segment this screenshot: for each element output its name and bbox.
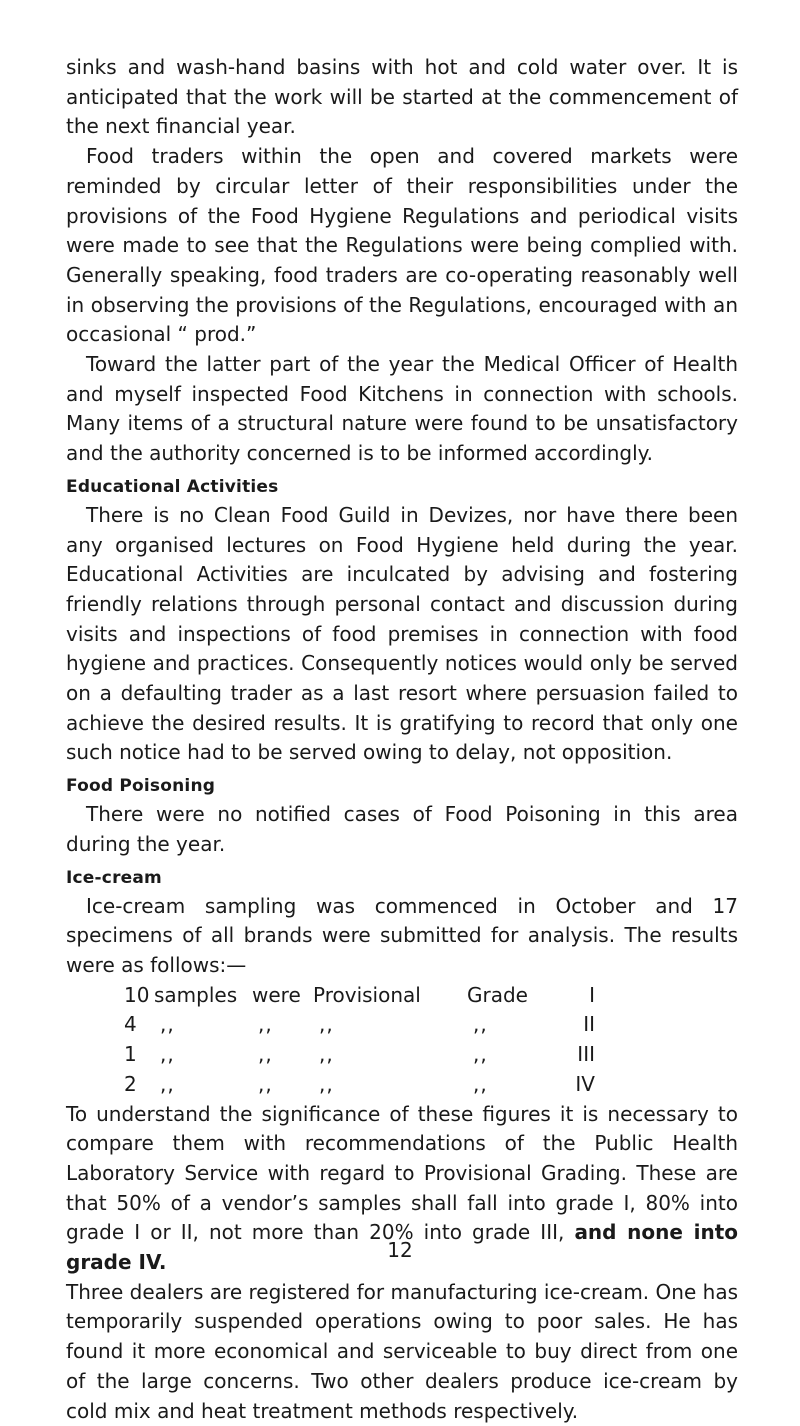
heading-ice-cream: Ice-cream — [66, 867, 162, 888]
ditto-mark: ,, — [160, 1071, 175, 1096]
table-row — [124, 1040, 595, 1070]
ditto-mark: ,, — [160, 1042, 175, 1067]
document-page — [66, 53, 738, 1426]
sample-count: 1 — [124, 1042, 137, 1067]
word-samples: samples — [154, 982, 238, 1007]
paragraph-ice-cream-sampling: Ice-cream sampling was commenced in October and 17 specimens of all brands were submitted for analysis. The results were as follows:— — [66, 893, 738, 977]
paragraph-food-poisoning: There were no notified cases of Food Poisoning in this area during the year. — [66, 802, 738, 856]
word-grade: Grade — [467, 982, 528, 1007]
significance-text: To understand the significance of these figures it is necessary to compare them with recommendations of the Public Health Laboratory Service with regard to Provisional Grading. These are that 50% of a vendor’s samples shall fall into grade I, 80% into grade I or II, not more than 20% into grade III, — [66, 1101, 738, 1245]
ditto-mark: ,, — [160, 1012, 175, 1037]
ditto-mark: ,, — [319, 1042, 334, 1067]
table-row — [124, 1070, 595, 1100]
paragraph-food-traders: Food traders within the open and covered markets were reminded by circular letter of their responsibilities under the provisions of the Food Hygiene Regulations and periodical visits were made to see that the Regulations were being complied with. Generally speaking, food traders are co-operating reasonably well in observing the provisions of the Regulations, encouraged with an occasional “ prod.” — [66, 144, 738, 347]
ditto-mark: ,, — [319, 1012, 334, 1037]
ditto-mark: ,, — [258, 1071, 273, 1096]
word-provisional: Provisional — [313, 982, 421, 1007]
significance-bold-text: and none into grade IV. — [66, 1220, 739, 1275]
grade-value: I — [589, 982, 595, 1007]
word-were: were — [252, 982, 301, 1007]
ditto-mark: ,, — [258, 1012, 273, 1037]
table-row — [124, 981, 595, 1011]
grading-results — [66, 981, 738, 1100]
ditto-mark: ,, — [258, 1042, 273, 1067]
ditto-mark: ,, — [473, 1012, 488, 1037]
ditto-mark: ,, — [473, 1042, 488, 1067]
ditto-mark: ,, — [473, 1071, 488, 1096]
grading-results-table — [124, 981, 595, 1100]
sample-count: 2 — [124, 1071, 137, 1096]
ditto-mark: ,, — [319, 1071, 334, 1096]
grade-value: IV — [575, 1071, 595, 1096]
paragraph-sinks: sinks and wash-hand basins with hot and cold water over. It is anticipated that the work will be started at the commencement of the next financial year. — [66, 55, 738, 139]
table-row — [124, 1010, 595, 1040]
paragraph-food-kitchens: Toward the latter part of the year the Medical Officer of Health and myself inspected Food Kitchens in connection with schools. Many items of a structural nature were found to be unsatisfactory and the authority concerned is to be informed accordingly. — [66, 352, 738, 466]
heading-food-poisoning: Food Poisoning — [66, 776, 216, 797]
paragraph-dealers: Three dealers are registered for manufacturing ice-cream. One has temporarily suspended operations owing to poor sales. He has found it more economical and serviceable to buy direct from one of the large concerns. Two other dealers produce ice-cream by cold mix and heat treatment methods respectively. — [66, 1279, 738, 1423]
sample-count: 10 — [124, 982, 150, 1007]
heading-educational-activities: Educational Activities — [66, 476, 279, 497]
grade-value: III — [577, 1042, 595, 1067]
grade-value: II — [583, 1012, 595, 1037]
sample-count: 4 — [124, 1012, 137, 1037]
paragraph-educational: There is no Clean Food Guild in Devizes, nor have there been any organised lectures on Food Hygiene held during the year. Educational Activities are inculcated by advising and fostering friendly relations through personal contact and discussion during visits and inspections of food premises in connection with food hygiene and practices. Consequently notices would only be served on a defaulting trader as a last resort where persuasion failed to achieve the desired results. It is gratifying to record that only one such notice had to be served owing to delay, not opposition. — [66, 502, 738, 765]
page-number: 12 — [387, 1238, 413, 1262]
